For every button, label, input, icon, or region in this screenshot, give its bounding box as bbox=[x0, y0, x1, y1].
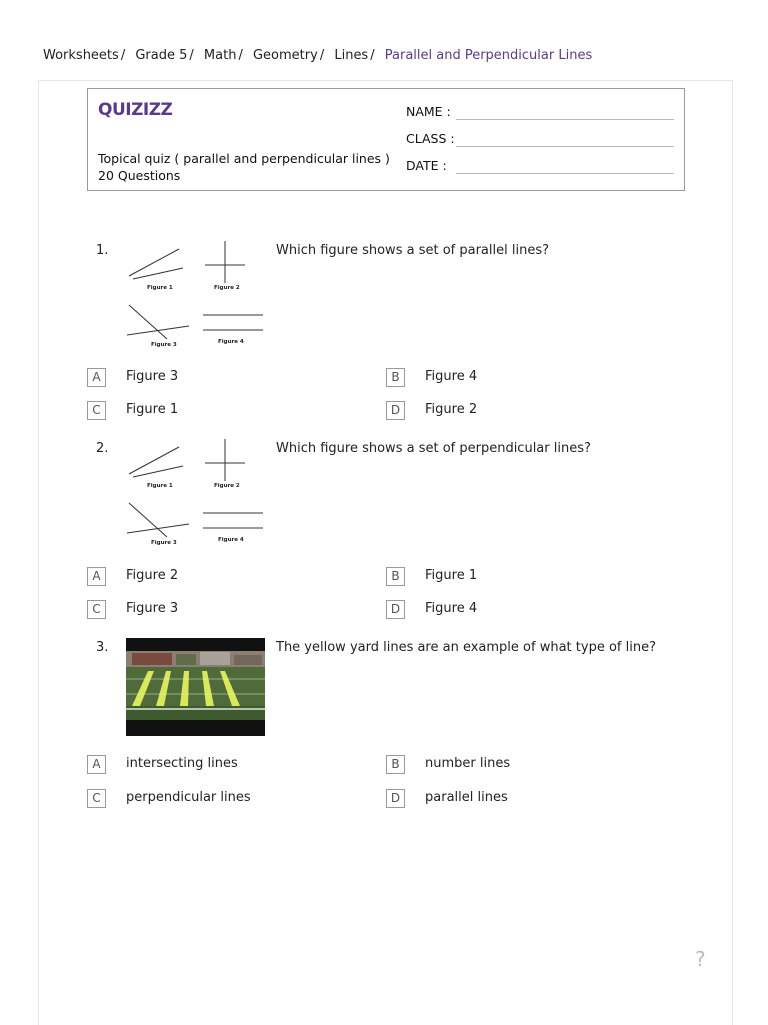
date-line bbox=[456, 173, 674, 174]
question-1-number: 1. bbox=[96, 243, 109, 258]
worksheet-page bbox=[38, 80, 733, 1025]
name-line bbox=[456, 119, 674, 120]
option-letter-c: C bbox=[87, 600, 106, 619]
option-letter-c: C bbox=[87, 789, 106, 808]
option-text[interactable]: Figure 2 bbox=[425, 402, 478, 417]
football-field-photo bbox=[126, 638, 265, 736]
quizizz-logo bbox=[98, 98, 178, 120]
option-letter-d: D bbox=[386, 789, 405, 808]
worksheet-header bbox=[87, 88, 685, 191]
breadcrumb-separator: / bbox=[238, 48, 243, 63]
svg-text:QUIZIZZ: QUIZIZZ bbox=[98, 100, 173, 120]
option-letter-b: B bbox=[386, 755, 405, 774]
question-1-figures bbox=[123, 239, 269, 351]
breadcrumb-math[interactable]: Math bbox=[203, 48, 237, 63]
breadcrumb-separator: / bbox=[189, 48, 194, 63]
figure-label: Figure 1 bbox=[147, 285, 173, 291]
class-line bbox=[456, 146, 674, 147]
figure-label: Figure 2 bbox=[214, 483, 240, 489]
question-3-text: The yellow yard lines are an example of what type of line? bbox=[276, 640, 656, 655]
figure-label: Figure 2 bbox=[214, 285, 240, 291]
figure-label: Figure 1 bbox=[147, 483, 173, 489]
option-letter-b: B bbox=[386, 567, 405, 586]
date-field[interactable] bbox=[406, 158, 447, 173]
breadcrumb-separator: / bbox=[370, 48, 375, 63]
breadcrumb-worksheets[interactable]: Worksheets bbox=[43, 48, 119, 63]
figure-label: Figure 4 bbox=[218, 537, 244, 543]
option-letter-a: A bbox=[87, 368, 106, 387]
class-field[interactable] bbox=[406, 131, 455, 146]
breadcrumb-separator: / bbox=[319, 48, 325, 63]
quiz-title: Topical quiz ( parallel and perpendicular lines ) bbox=[98, 151, 390, 166]
option-text[interactable]: Figure 1 bbox=[126, 402, 179, 417]
option-letter-d: D bbox=[386, 600, 405, 619]
breadcrumb-current: Parallel and Perpendicular Lines bbox=[384, 48, 593, 63]
class-label: CLASS : bbox=[406, 131, 455, 146]
option-letter-d: D bbox=[386, 401, 405, 420]
option-letter-c: C bbox=[87, 401, 106, 420]
option-text[interactable]: Figure 4 bbox=[425, 369, 478, 384]
question-1-text: Which figure shows a set of parallel lines? bbox=[276, 243, 549, 258]
figure-label: Figure 3 bbox=[151, 342, 177, 348]
option-text[interactable]: intersecting lines bbox=[126, 756, 238, 771]
option-text[interactable]: Figure 3 bbox=[126, 601, 179, 616]
figure-label: Figure 4 bbox=[218, 339, 244, 345]
breadcrumb-geometry[interactable]: Geometry bbox=[252, 48, 318, 63]
option-text[interactable]: Figure 3 bbox=[126, 369, 179, 384]
option-letter-b: B bbox=[386, 368, 405, 387]
help-icon[interactable]: ? bbox=[695, 947, 706, 971]
breadcrumb-lines[interactable]: Lines bbox=[334, 48, 369, 63]
date-label: DATE : bbox=[406, 158, 447, 173]
breadcrumb bbox=[43, 48, 592, 63]
question-2-number: 2. bbox=[96, 441, 109, 456]
figure-label: Figure 3 bbox=[151, 540, 177, 546]
option-letter-a: A bbox=[87, 567, 106, 586]
option-text[interactable]: Figure 1 bbox=[425, 568, 478, 583]
option-text[interactable]: parallel lines bbox=[425, 790, 508, 805]
question-3-number: 3. bbox=[96, 640, 109, 655]
option-text[interactable]: Figure 4 bbox=[425, 601, 478, 616]
name-field[interactable] bbox=[406, 104, 451, 119]
option-text[interactable]: number lines bbox=[425, 756, 511, 771]
name-label: NAME : bbox=[406, 104, 451, 119]
option-text[interactable]: perpendicular lines bbox=[126, 790, 251, 805]
option-letter-a: A bbox=[87, 755, 106, 774]
breadcrumb-separator: / bbox=[120, 48, 126, 63]
question-count: 20 Questions bbox=[98, 168, 181, 183]
question-2-figures bbox=[123, 437, 269, 549]
breadcrumb-grade[interactable]: Grade 5 bbox=[135, 48, 188, 63]
question-2-text: Which figure shows a set of perpendicular lines? bbox=[276, 441, 591, 456]
option-text[interactable]: Figure 2 bbox=[126, 568, 179, 583]
